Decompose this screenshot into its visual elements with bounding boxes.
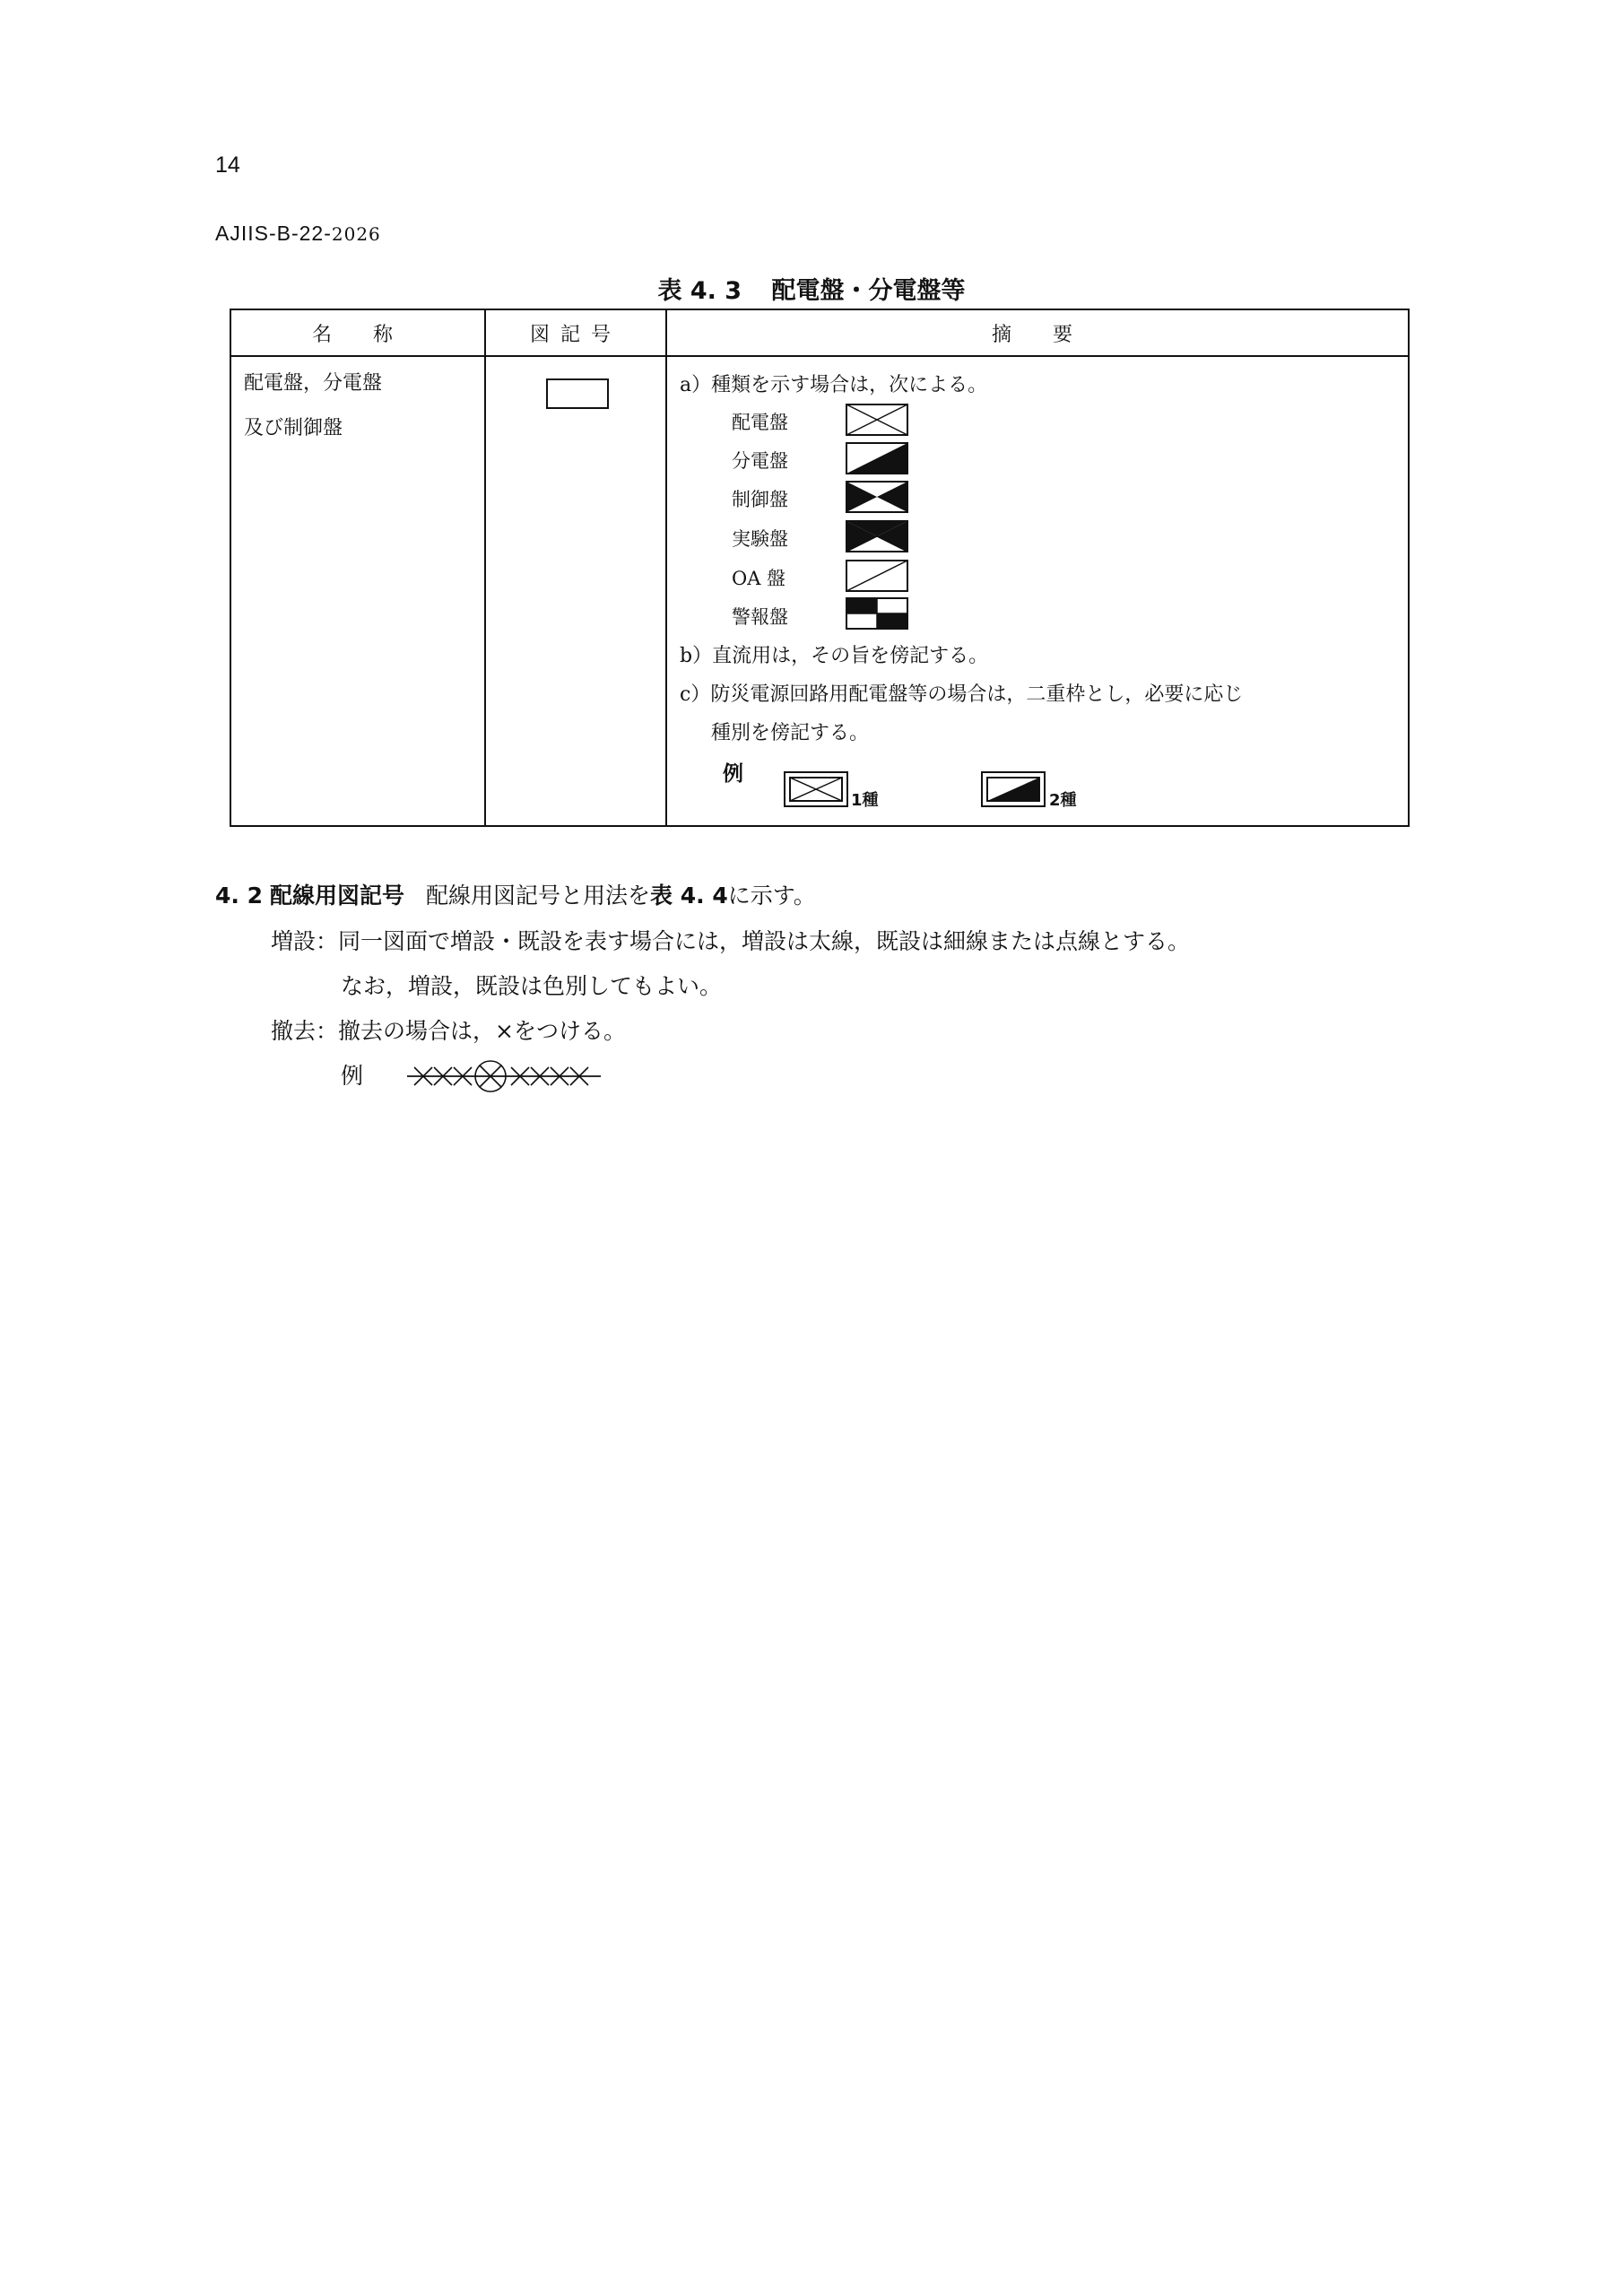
name-line-1: 配電盤，分電盤 [244, 372, 383, 395]
section-heading [215, 878, 816, 910]
table-header-row [230, 309, 1409, 356]
page-number: 14 [215, 152, 240, 178]
header-summary: 摘 要 [666, 309, 1409, 356]
removal-example-label: 例 [341, 1063, 364, 1089]
summary-c-line1: c）防災電源回路用配電盤等の場合は，二重枠とし，必要に応じ [680, 683, 1244, 706]
section-intro-before: 配線用図記号と用法を [426, 883, 651, 909]
doc-code-prefix: AJIIS-B-22- [215, 222, 332, 245]
header-name: 名 称 [230, 309, 485, 356]
example-type-1: 1種 [851, 791, 879, 810]
double-frame-type2-icon [981, 771, 1046, 807]
summary-cell [666, 356, 1409, 826]
header-symbol: 図記号 [485, 309, 666, 356]
panel-control-board-icon [846, 481, 908, 513]
table-caption [0, 271, 1623, 306]
item-label-experiment: 実験盤 [732, 528, 788, 550]
document-code [215, 222, 381, 246]
item-label-control: 制御盤 [732, 489, 788, 510]
summary-a-intro: a）種類を示す場合は，次による。 [680, 374, 988, 396]
panel-experiment-board-icon [846, 520, 908, 552]
symbol-cell [485, 356, 666, 826]
section-intro-after: に示す。 [727, 883, 816, 909]
table-caption-title: 配電盤・分電盤等 [771, 277, 966, 305]
removal-line: 撤去：撤去の場合は，×をつける。 [271, 1018, 626, 1044]
summary-example-label: 例 [723, 762, 743, 786]
addition-line-2: なお，増設，既設は色別してもよい。 [341, 973, 723, 999]
name-line-2: 及び制御盤 [244, 417, 343, 439]
section-intro-ref: 表 4. 4 [650, 883, 728, 909]
table-caption-number: 表 4. 3 [657, 277, 742, 305]
name-cell [230, 356, 485, 826]
summary-c-line2: 種別を傍記する。 [711, 722, 870, 744]
item-label-oa: OA 盤 [732, 568, 786, 589]
item-label-alarm: 警報盤 [732, 606, 788, 628]
panel-board-symbol-icon [546, 378, 609, 409]
item-label-branch: 分電盤 [732, 450, 788, 472]
summary-b: b）直流用は，その旨を傍記する。 [680, 645, 989, 667]
panel-branch-board-icon [846, 442, 908, 474]
item-label-distribution: 配電盤 [732, 412, 788, 433]
section-number: 4. 2 [215, 883, 263, 909]
addition-line-1: 増設：同一図面で増設・既設を表す場合には，増設は太線，既設は細線または点線とする。 [271, 928, 1191, 954]
double-frame-type1-icon [784, 771, 848, 807]
removal-crossed-line-icon [405, 1057, 603, 1096]
symbol-table [230, 309, 1410, 827]
panel-alarm-board-icon [846, 597, 908, 630]
example-type-2: 2種 [1049, 791, 1077, 810]
doc-code-year: 2026 [331, 223, 381, 245]
table-row [230, 356, 1409, 826]
section-title: 配線用図記号 [270, 883, 405, 909]
panel-distribution-board-icon [846, 404, 908, 436]
panel-oa-board-icon [846, 560, 908, 592]
